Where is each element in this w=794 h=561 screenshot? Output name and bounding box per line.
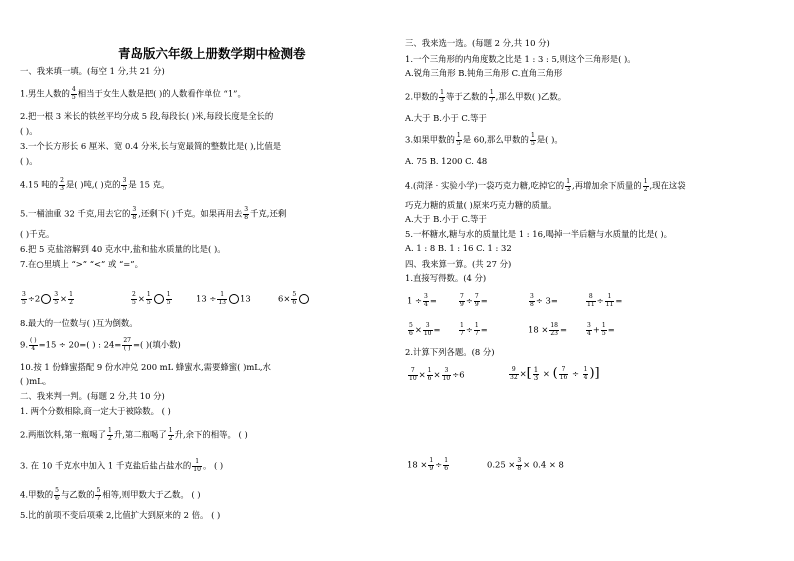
numerator: 1: [643, 178, 648, 185]
question-10-line2: ( )mL。: [20, 376, 52, 386]
numerator: 3: [132, 206, 137, 213]
denominator: 5: [146, 298, 151, 306]
fraction: [423, 323, 433, 337]
choice-4-options: A.大于 B.小于 C.等于: [405, 214, 487, 224]
fraction: [605, 294, 615, 308]
numerator: 1: [108, 427, 112, 434]
numerator: 7: [474, 293, 479, 300]
question-2-line1: 2.把一根 3 米长的铁丝平均分成 5 段,每段长( )米,每段长度是全长的: [20, 111, 274, 121]
denominator: 9: [474, 300, 479, 308]
fraction: [192, 459, 202, 473]
compare-circle[interactable]: [299, 294, 309, 304]
denominator: 2: [69, 298, 73, 306]
numerator: 3: [423, 323, 433, 331]
fraction: [408, 323, 414, 337]
denominator: 8: [244, 213, 249, 221]
fraction: [291, 292, 297, 306]
fraction: [565, 179, 571, 193]
judge-1: 1. 两个分数相除,商一定大于被除数。 ( ): [20, 406, 171, 416]
numerator: 1: [166, 291, 171, 298]
numerator: 3: [22, 291, 26, 298]
denominator: 13: [218, 298, 226, 306]
numerator: 5: [409, 322, 413, 329]
numerator: 3: [442, 368, 452, 376]
judge-2: 2.两瓶饮料,第一瓶喝了 $\frac{1}{2}$ 升,第二瓶喝了 $\frac{1}{2}$ 升,余下的相等。 ( ): [20, 427, 248, 442]
judge-3: 3. 在 10 千克水中加入 1 千克盐后盐占盐水的 $\frac{1}{10}$ 。 ( ): [20, 458, 224, 473]
numerator: 1: [583, 366, 588, 373]
numerator: 1: [444, 457, 449, 464]
denominator: 5: [601, 329, 606, 337]
denominator: 5: [132, 298, 136, 306]
denominator: 3: [533, 373, 539, 382]
fraction: [509, 367, 519, 381]
fraction: [408, 368, 418, 382]
numerator: 1: [566, 178, 571, 185]
page-title: 青岛版六年级上册数学期中检测卷: [118, 46, 306, 61]
section-judge-heading: 二、我来判一判。(每题 2 分,共 10 分): [20, 391, 165, 401]
fraction: [423, 294, 429, 308]
numerator: 5: [292, 291, 297, 298]
fraction: [489, 90, 495, 104]
section-fill-heading: 一、我来填一填。(每空 1 分,共 21 分): [20, 66, 165, 76]
denominator: 5: [22, 298, 26, 306]
numerator: 5: [96, 487, 101, 494]
bracket: ): [589, 366, 595, 381]
numerator: 1: [429, 457, 434, 464]
fraction: [95, 488, 101, 502]
numerator: 3: [122, 177, 127, 184]
numerator: 3: [244, 206, 249, 213]
fraction: [121, 178, 127, 192]
fraction: [107, 428, 113, 442]
fraction: [474, 323, 480, 337]
denominator: 10: [409, 374, 417, 382]
choice-4-line2: 巧克力糖的质量( )原来巧克力糖的质量。: [405, 200, 557, 210]
direct-calc-item: 18 × $\frac{18}{23}$ =: [528, 322, 568, 337]
fraction: [217, 292, 227, 306]
denominator: 9: [429, 464, 434, 472]
numerator: 1: [489, 89, 494, 96]
denominator: 6: [409, 329, 413, 337]
numerator: 1: [69, 291, 73, 298]
fraction: [122, 338, 132, 352]
fraction: [643, 179, 649, 193]
denominator: 6: [444, 464, 449, 472]
fraction: [530, 133, 536, 147]
fraction: [459, 323, 465, 337]
question-7: 7.在○里填上 “>” “<” 或 “=”。: [20, 259, 143, 269]
fraction: [459, 294, 465, 308]
fraction: [474, 294, 480, 308]
fraction: [54, 488, 60, 502]
fraction: [559, 367, 569, 381]
numerator: 7: [408, 368, 418, 376]
numerator: ( ): [30, 337, 37, 344]
denominator: 10: [442, 374, 451, 382]
direct-calc-item: $\frac{5}{6}$ × $\frac{3}{10}$ =: [409, 322, 441, 337]
question-9: 9. ( ) 4 =15 ÷ 20=( ) : 24= 27 ( ) =( )(填小数): [20, 337, 181, 352]
numerator: 1: [474, 322, 479, 329]
denominator: 5: [122, 184, 127, 192]
numerator: 3: [530, 293, 534, 300]
fraction: [68, 292, 74, 306]
fraction: [243, 207, 249, 221]
compare-item-4: 6× $\frac{5}{6}$: [278, 292, 310, 306]
direct-calc-item: $\frac{1}{7}$ ÷ $\frac{1}{7}$ =: [460, 322, 488, 337]
numerator: 1: [460, 322, 464, 329]
fraction: [29, 338, 38, 352]
denominator: 3: [60, 184, 64, 192]
judge-5: 5.比的前项不变后项乘 2,比值扩大到原来的 2 倍。 ( ): [20, 510, 221, 520]
denominator: 5: [166, 298, 171, 306]
question-4: 4.15 吨的 $\frac{2}{3}$ 是( )吨,( )克的 $\frac{3}{5}$ 是 15 克。: [20, 177, 170, 192]
denominator: ( ): [123, 344, 131, 352]
denominator: 11: [587, 300, 595, 308]
numerator: 3: [517, 457, 522, 464]
denominator: 5: [54, 298, 59, 306]
fraction: [146, 292, 152, 306]
numerator: 3: [587, 322, 591, 329]
numerator: 1: [146, 291, 151, 298]
numerator: 1: [440, 89, 444, 96]
denominator: 16: [559, 373, 568, 381]
section-calc-heading: 四、我来算一算。(共 27 分): [405, 259, 512, 269]
fraction: [586, 294, 596, 308]
numerator: 1: [456, 132, 461, 139]
denominator: 5: [456, 139, 461, 147]
numerator: 1: [601, 322, 606, 329]
denominator: 8: [132, 213, 137, 221]
calc-sub-2: 2.计算下列各题。(8 分): [405, 347, 495, 357]
question-3-line1: 3.一个长方形长 6 厘米、宽 0.4 分米,长与宽最简的整数比是( ),比值是: [20, 141, 282, 151]
denominator: 10: [193, 465, 201, 473]
expression-3: 18 × $\frac{1}{9}$ ÷ $\frac{1}{6}$: [407, 457, 449, 472]
fraction: [456, 133, 462, 147]
numerator: 7: [460, 293, 464, 300]
numerator: 1: [605, 294, 615, 302]
fraction: [439, 90, 445, 104]
compare-circle[interactable]: [154, 294, 164, 304]
question-6: 6.把 5 克盐溶解到 40 克水中,盐和盐水质量的比是( )。: [20, 244, 226, 254]
direct-calc-item: $\frac{7}{9}$ ÷ $\frac{7}{9}$ =: [460, 293, 488, 308]
numerator: 1: [168, 427, 173, 434]
denominator: 11: [605, 300, 614, 308]
denominator: 7: [474, 329, 479, 337]
fraction: [21, 292, 27, 306]
numerator: 1: [533, 366, 539, 374]
fraction: [428, 458, 434, 472]
calc-sub-1: 1.直接写得数。(4 分): [405, 273, 487, 283]
denominator: 3: [566, 185, 571, 193]
choice-4: 4.(菏泽 · 实验小学)一袋巧克力糖,吃掉它的 $\frac{1}{3}$ ,再增加余下质量的 $\frac{1}{2}$ ,现在这袋: [405, 178, 686, 193]
numerator: 2: [60, 177, 64, 184]
choice-3-options: A. 75 B. 1200 C. 48: [405, 156, 488, 166]
denominator: 4: [587, 329, 591, 337]
numerator: 8: [586, 294, 596, 302]
denominator: 6: [55, 494, 59, 502]
fraction: [601, 323, 607, 337]
question-5-line1: 5.一桶油重 32 千克,用去它的 $\frac{3}{8}$ ,还剩下( )千克。如果再用去 $\frac{3}{8}$ 千克,还剩: [20, 206, 287, 221]
denominator: 10: [423, 329, 432, 337]
numerator: 1: [192, 459, 202, 467]
fraction: [529, 294, 535, 308]
fraction: [59, 178, 65, 192]
numerator: 3: [54, 291, 59, 298]
section-choice-heading: 三、我来选一选。(每题 2 分,共 10 分): [405, 38, 550, 48]
compare-item-3: 13 ÷ $\frac{1}{13}$ 13: [196, 291, 251, 306]
denominator: 7: [460, 329, 464, 337]
denominator: 23: [550, 329, 558, 337]
denominator: 6: [427, 374, 432, 382]
fraction: [442, 368, 452, 382]
question-8: 8.最大的一位数与( )互为倒数。: [20, 318, 138, 328]
denominator: 9: [460, 300, 464, 308]
denominator: 2: [643, 185, 648, 193]
denominator: 3: [440, 96, 444, 104]
denominator: 2: [168, 434, 173, 442]
denominator: 6: [292, 298, 297, 306]
numerator: 1: [427, 367, 432, 374]
compare-item-1: $\frac{3}{5}$ ÷2 $\frac{3}{5}$ × $\frac{1}{2}$: [22, 291, 73, 306]
fraction: [71, 87, 77, 101]
denominator: 5: [530, 139, 535, 147]
numerator: 5: [55, 487, 59, 494]
fraction: [131, 292, 137, 306]
bracket: ]: [594, 366, 600, 381]
choice-2: 2.甲数的 $\frac{1}{3}$ 等于乙数的 $\frac{1}{7}$ ,那么甲数( )乙数。: [405, 89, 567, 104]
bracket: (: [552, 366, 558, 381]
numerator: 18: [550, 322, 558, 329]
denominator: 2: [108, 434, 112, 442]
fraction: [131, 207, 137, 221]
denominator: 5: [71, 93, 76, 101]
question-3-line2: ( )。: [20, 156, 38, 166]
fraction: [533, 367, 539, 381]
fraction: [53, 292, 59, 306]
numerator: 7: [559, 367, 569, 375]
choice-2-options: A.大于 B.小于 C.等于: [405, 113, 487, 123]
choice-3: 3.如果甲数的 $\frac{1}{5}$ 是 60,那么甲数的 $\frac{1}{5}$ 是( )。: [405, 132, 563, 147]
question-1: 1.男生人数的 $\frac{4}{5}$ 相当于女生人数是把( )的人数看作单位 “1”。: [20, 86, 246, 101]
expression-2: $\frac{9}{32}$ ×[ $\frac{1}{3}$ × ( $\frac{7}{16}$ ÷ $\frac{1}{4}$ )]: [510, 366, 600, 382]
numerator: 4: [71, 86, 76, 93]
numerator: 3: [424, 293, 428, 300]
question-10-line1: 10.按 1 份蜂蜜搭配 9 份水冲兑 200 mL 蜂蜜水,需要蜂蜜( )mL,水: [20, 362, 271, 372]
expression-1: $\frac{7}{10}$ × $\frac{1}{6}$ × $\frac{3}{10}$ ÷6: [409, 367, 465, 382]
denominator: 8: [517, 464, 522, 472]
direct-calc-item: $\frac{8}{11}$ ÷ $\frac{1}{11}$ =: [587, 293, 623, 308]
judge-4: 4.甲数的 $\frac{5}{6}$ 与乙数的 $\frac{5}{7}$ 相等,则甲数大于乙数。 ( ): [20, 487, 201, 502]
compare-item-2: $\frac{2}{5}$ × $\frac{1}{5}$ $\frac{1}{5}$: [132, 291, 171, 306]
fraction: [443, 458, 449, 472]
numerator: 1: [530, 132, 535, 139]
numerator: 9: [509, 367, 519, 375]
choice-5-options: A. 1 : 8 B. 1 : 16 C. 1 : 32: [405, 243, 512, 253]
direct-calc-item: $\frac{3}{4}$ + $\frac{1}{5}$ =: [587, 322, 615, 337]
denominator: 4: [424, 300, 428, 308]
denominator: 7: [489, 96, 494, 104]
question-2-line2: ( )。: [20, 126, 38, 136]
numerator: 27: [123, 337, 131, 344]
numerator: 1: [217, 292, 227, 300]
fraction: [427, 368, 433, 382]
denominator: 4: [31, 344, 36, 352]
fraction: [583, 367, 589, 381]
denominator: 4: [583, 373, 588, 381]
compare-circle[interactable]: [229, 294, 239, 304]
numerator: 2: [132, 291, 136, 298]
denominator: 7: [96, 494, 101, 502]
denominator: 8: [530, 300, 534, 308]
compare-circle[interactable]: [41, 294, 51, 304]
fraction: [168, 428, 174, 442]
fraction: [549, 323, 559, 337]
question-5-line2: ( )千克。: [20, 229, 55, 239]
denominator: 32: [510, 373, 518, 381]
fraction: [166, 292, 172, 306]
choice-5: 5.一杯糖水,糖与水的质量比是 1 : 16,喝掉一半后糖与水质量的比是( )。: [405, 229, 673, 239]
direct-calc-item: $\frac{3}{8}$ ÷ 3=: [530, 293, 558, 308]
choice-1-options: A.锐角三角形 B.钝角三角形 C.直角三角形: [405, 68, 563, 78]
fraction: [516, 458, 522, 472]
fraction: [586, 323, 592, 337]
expression-4: 0.25 × $\frac{3}{8}$ × 0.4 × 8: [487, 457, 564, 472]
direct-calc-item: 1 ÷ $\frac{3}{4}$ =: [407, 293, 437, 308]
choice-1: 1.一个三角形的内角度数之比是 1 : 3 : 5,则这个三角形是( )。: [405, 54, 636, 64]
bracket: [: [526, 366, 532, 381]
